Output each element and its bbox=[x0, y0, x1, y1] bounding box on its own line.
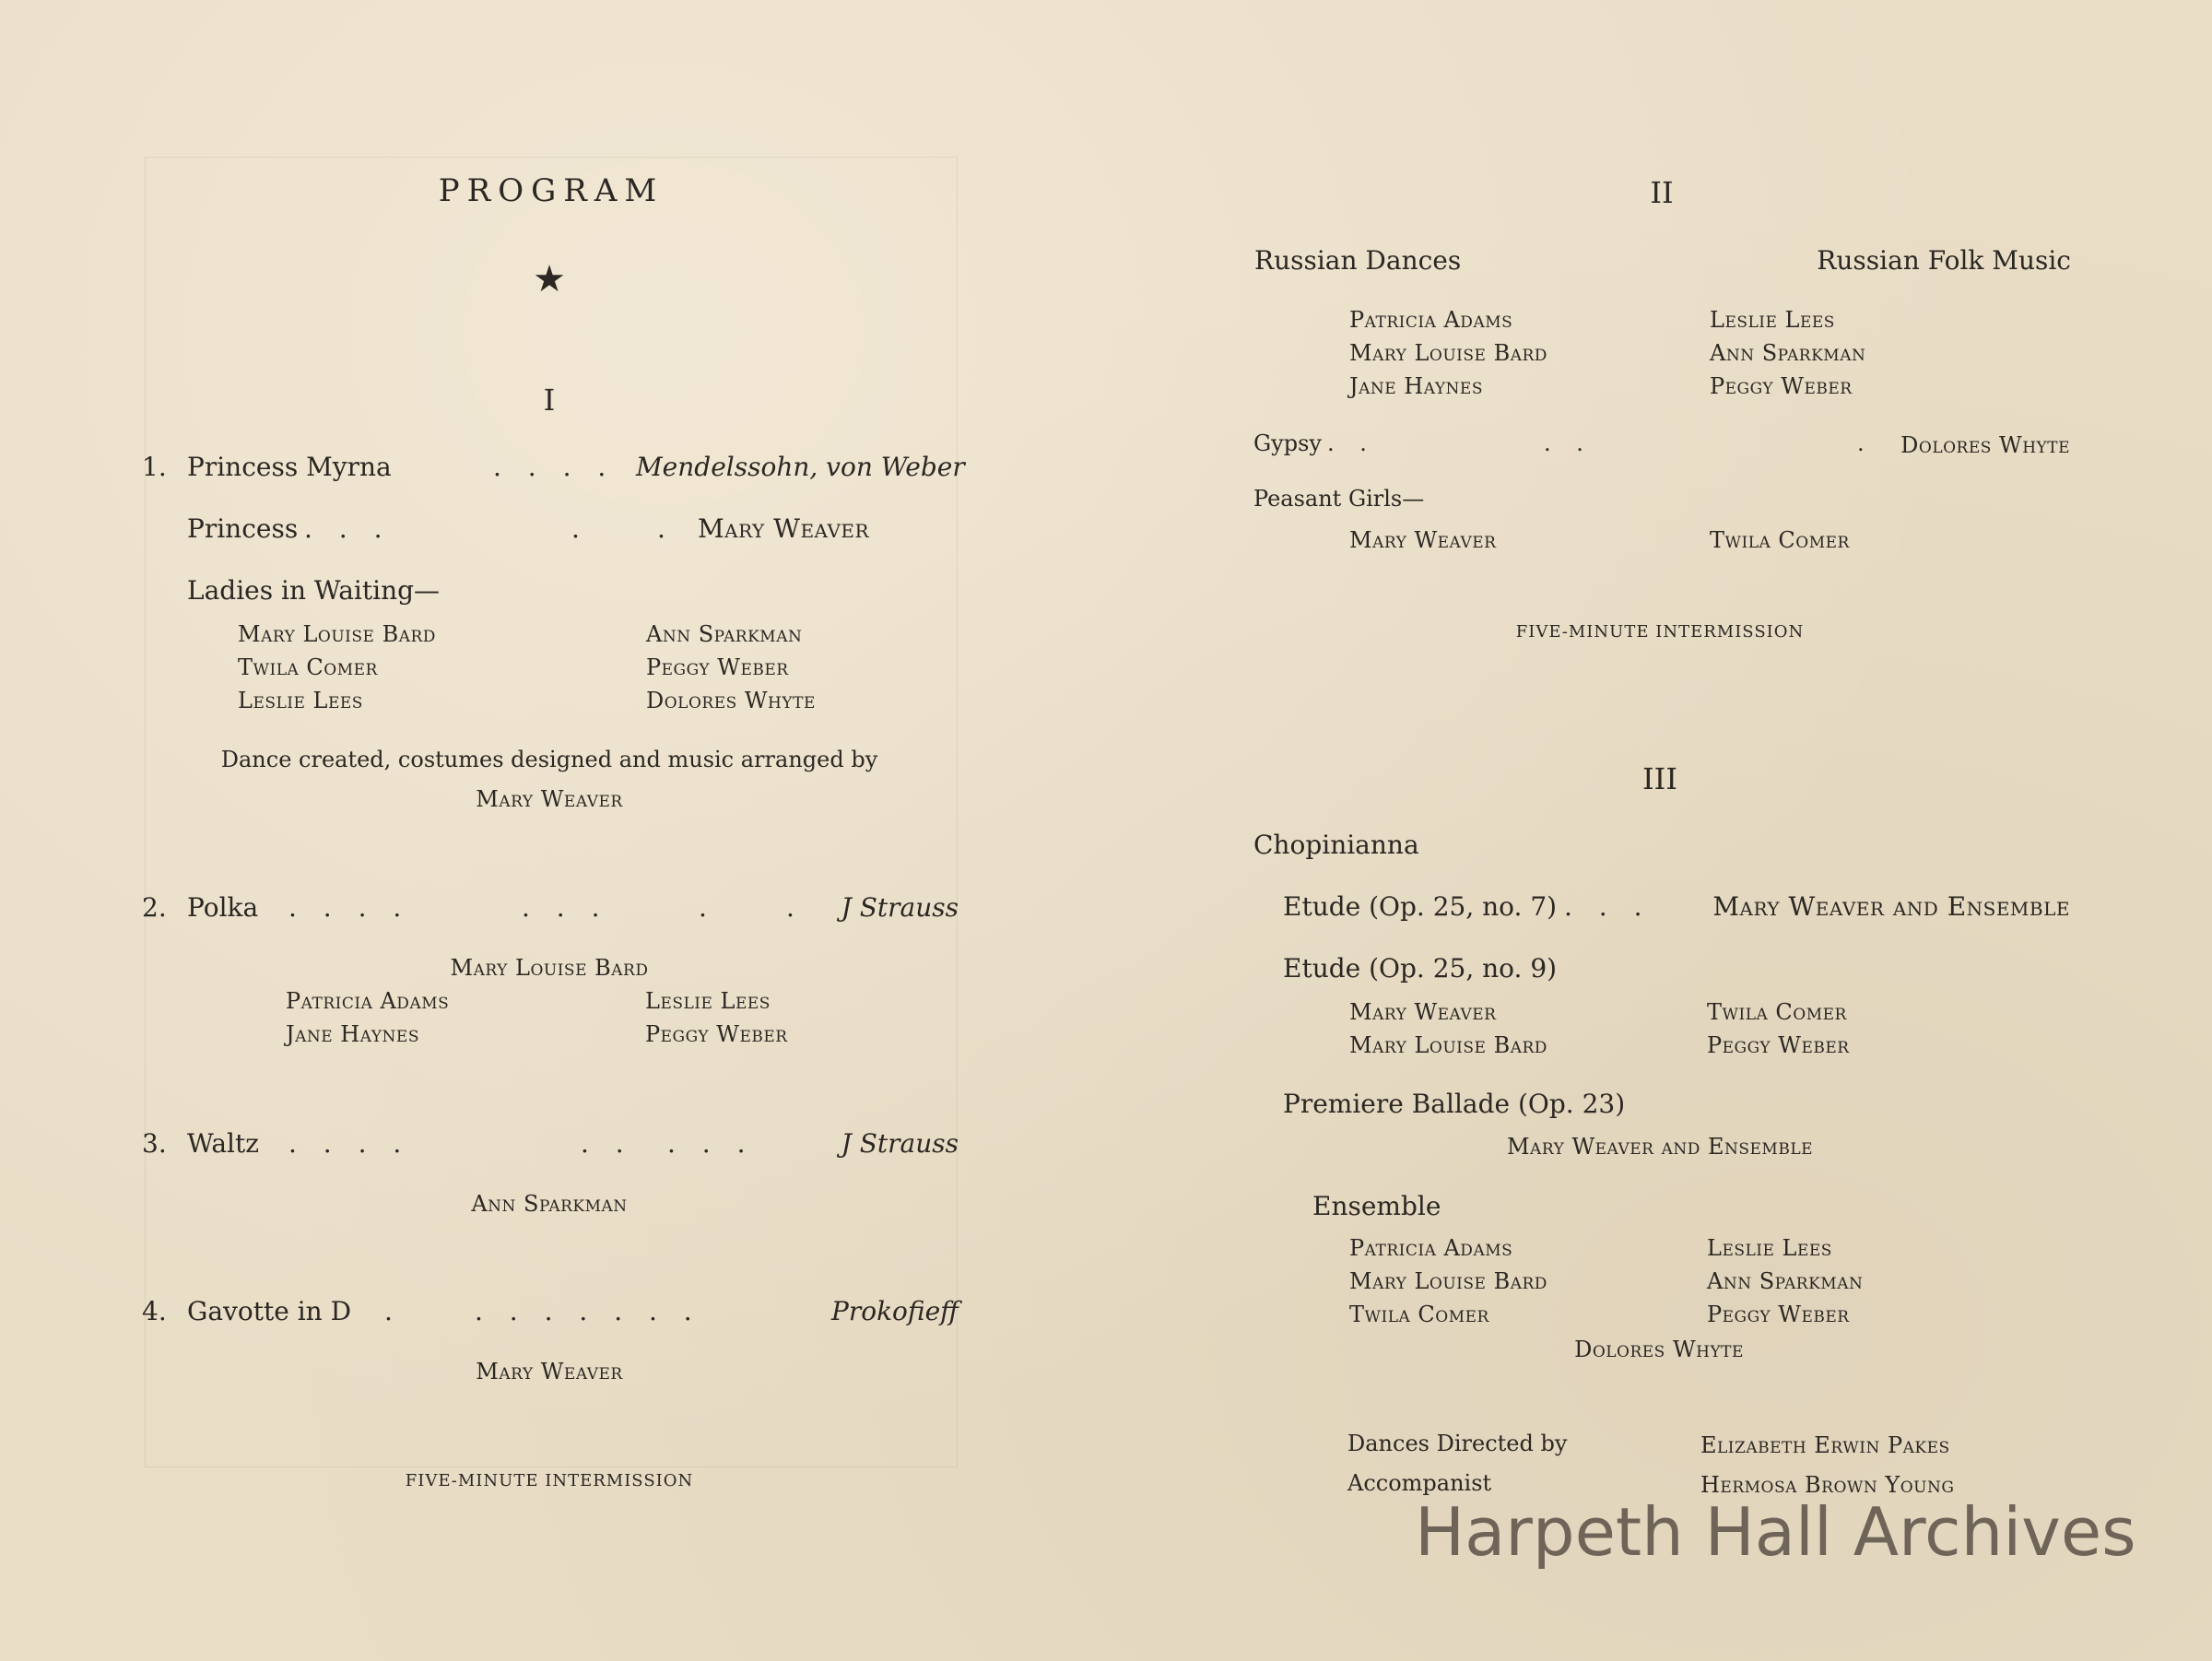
etude2-title: Etude (Op. 25, no. 9) bbox=[1283, 953, 1558, 984]
ladies-col2-row2: Peggy Weber bbox=[646, 654, 789, 680]
item1-number: 1. bbox=[142, 452, 167, 482]
ballade-title: Premiere Ballade (Op. 23) bbox=[1283, 1089, 1626, 1119]
item2-title: Polka bbox=[187, 892, 259, 923]
gypsy-leader-dots-3: . bbox=[1857, 430, 1865, 456]
program-heading: PROGRAM bbox=[438, 172, 665, 209]
ladies-col2-row3: Dolores Whyte bbox=[646, 688, 816, 713]
item1-composer: Mendelssohn, von Weber bbox=[636, 452, 965, 482]
item3-number: 3. bbox=[142, 1128, 167, 1159]
item4-number: 4. bbox=[142, 1296, 167, 1326]
ensemble-col2-row3: Peggy Weber bbox=[1707, 1302, 1850, 1327]
item3-leader-dots-1: . . . . bbox=[288, 1128, 411, 1159]
star-icon: ★ bbox=[533, 258, 566, 300]
directed-by-name: Elizabeth Erwin Pakes bbox=[1700, 1432, 1950, 1458]
etude1-title: Etude (Op. 25, no. 7) bbox=[1283, 891, 1558, 922]
gypsy-leader-dots-1: . . bbox=[1327, 430, 1376, 456]
item4-title: Gavotte in D bbox=[187, 1296, 352, 1326]
item1-credit-name: Mary Weaver bbox=[476, 786, 623, 812]
directed-by-label: Dances Directed by bbox=[1347, 1431, 1568, 1456]
ladies-in-waiting-label: Ladies in Waiting— bbox=[187, 575, 441, 606]
left-intermission: FIVE-MINUTE INTERMISSION bbox=[405, 1471, 694, 1490]
item1-title: Princess Myrna bbox=[187, 452, 392, 482]
item3-composer: J Strauss bbox=[841, 1128, 959, 1159]
russian-col2-row2: Ann Sparkman bbox=[1710, 340, 1866, 366]
etude2-col1-row1: Mary Weaver bbox=[1349, 999, 1497, 1025]
princess-dancer: Mary Weaver bbox=[698, 513, 870, 544]
item1-leader-dots: . . . . bbox=[493, 452, 616, 482]
item3-leader-dots-2: . . bbox=[581, 1128, 633, 1159]
russian-col1-row2: Mary Louise Bard bbox=[1349, 340, 1547, 366]
item2-leader-dots-2: . . . bbox=[522, 892, 609, 923]
section-three-numeral: III bbox=[1642, 761, 1677, 796]
etude2-col2-row1: Twila Comer bbox=[1707, 999, 1847, 1025]
item4-dancer: Mary Weaver bbox=[476, 1359, 623, 1384]
ladies-col1-row3: Leslie Lees bbox=[238, 688, 363, 713]
item4-leader-dots-1: . bbox=[384, 1296, 393, 1326]
peasant-girls-label: Peasant Girls— bbox=[1253, 486, 1425, 512]
gypsy-label: Gypsy bbox=[1253, 430, 1322, 456]
russian-col1-row3: Jane Haynes bbox=[1349, 373, 1483, 399]
russian-col2-row3: Peggy Weber bbox=[1710, 373, 1853, 399]
section-two-numeral: II bbox=[1650, 175, 1674, 210]
princess-label: Princess bbox=[187, 513, 299, 544]
item2-col1-row2: Jane Haynes bbox=[286, 1021, 419, 1047]
item2-leader-dots-3: . bbox=[699, 892, 707, 923]
ensemble-label: Ensemble bbox=[1312, 1191, 1441, 1221]
right-intermission: FIVE-MINUTE INTERMISSION bbox=[1515, 622, 1805, 642]
ghost-cover-border bbox=[145, 157, 965, 1467]
russian-col2-row1: Leslie Lees bbox=[1710, 307, 1835, 333]
russian-dances-music: Russian Folk Music bbox=[1817, 245, 2071, 276]
item2-composer: J Strauss bbox=[841, 892, 959, 923]
item2-col1-row1: Patricia Adams bbox=[286, 988, 450, 1014]
ladies-col1-row1: Mary Louise Bard bbox=[238, 621, 436, 647]
princess-leader-dots-3: . bbox=[657, 513, 665, 544]
ensemble-col1-row3: Twila Comer bbox=[1349, 1302, 1489, 1327]
section-one-numeral: I bbox=[543, 383, 556, 418]
item3-title: Waltz bbox=[187, 1128, 259, 1159]
item2-number: 2. bbox=[142, 892, 167, 923]
item4-leader-dots-2: . . . . . . . bbox=[475, 1296, 701, 1326]
item1-credit: Dance created, costumes designed and music arranged by bbox=[220, 747, 878, 772]
accompanist-label: Accompanist bbox=[1347, 1470, 1492, 1496]
archive-watermark: Harpeth Hall Archives bbox=[1415, 1493, 2136, 1571]
etude1-leader-dots: . . . bbox=[1564, 891, 1652, 922]
etude1-dancers: Mary Weaver and Ensemble bbox=[1712, 891, 2070, 922]
princess-leader-dots-2: . bbox=[571, 513, 580, 544]
peasant-col2: Twila Comer bbox=[1710, 527, 1850, 553]
item2-leader-dots-1: . . . . bbox=[288, 892, 411, 923]
gypsy-leader-dots-2: . . bbox=[1544, 430, 1593, 456]
ensemble-col1-row2: Mary Louise Bard bbox=[1349, 1268, 1547, 1294]
ballade-dancers: Mary Weaver and Ensemble bbox=[1506, 1134, 1814, 1160]
ladies-col2-row1: Ann Sparkman bbox=[646, 621, 803, 647]
gypsy-dancer: Dolores Whyte bbox=[1900, 432, 2070, 458]
etude2-col1-row2: Mary Louise Bard bbox=[1349, 1032, 1547, 1058]
princess-leader-dots-1: . . . bbox=[304, 513, 392, 544]
item2-col2-row1: Leslie Lees bbox=[645, 988, 771, 1014]
item2-leader-dots-4: . bbox=[786, 892, 794, 923]
accompanist-name: Hermosa Brown Young bbox=[1700, 1472, 1955, 1498]
russian-col1-row1: Patricia Adams bbox=[1349, 307, 1513, 333]
etude2-col2-row2: Peggy Weber bbox=[1707, 1032, 1850, 1058]
item2-lead-dancer: Mary Louise Bard bbox=[450, 955, 649, 981]
ensemble-col2-row2: Ann Sparkman bbox=[1707, 1268, 1864, 1294]
russian-dances-title: Russian Dances bbox=[1254, 245, 1462, 276]
peasant-col1: Mary Weaver bbox=[1349, 527, 1497, 553]
ensemble-last: Dolores Whyte bbox=[1574, 1337, 1744, 1362]
item2-col2-row2: Peggy Weber bbox=[645, 1021, 788, 1047]
ensemble-col1-row1: Patricia Adams bbox=[1349, 1235, 1513, 1261]
item4-composer: Prokofieff bbox=[831, 1296, 959, 1326]
chopinianna-title: Chopinianna bbox=[1253, 830, 1419, 860]
item3-leader-dots-3: . . . bbox=[667, 1128, 755, 1159]
item3-dancer: Ann Sparkman bbox=[471, 1191, 628, 1217]
ladies-col1-row2: Twila Comer bbox=[238, 654, 378, 680]
ensemble-col2-row1: Leslie Lees bbox=[1707, 1235, 1832, 1261]
